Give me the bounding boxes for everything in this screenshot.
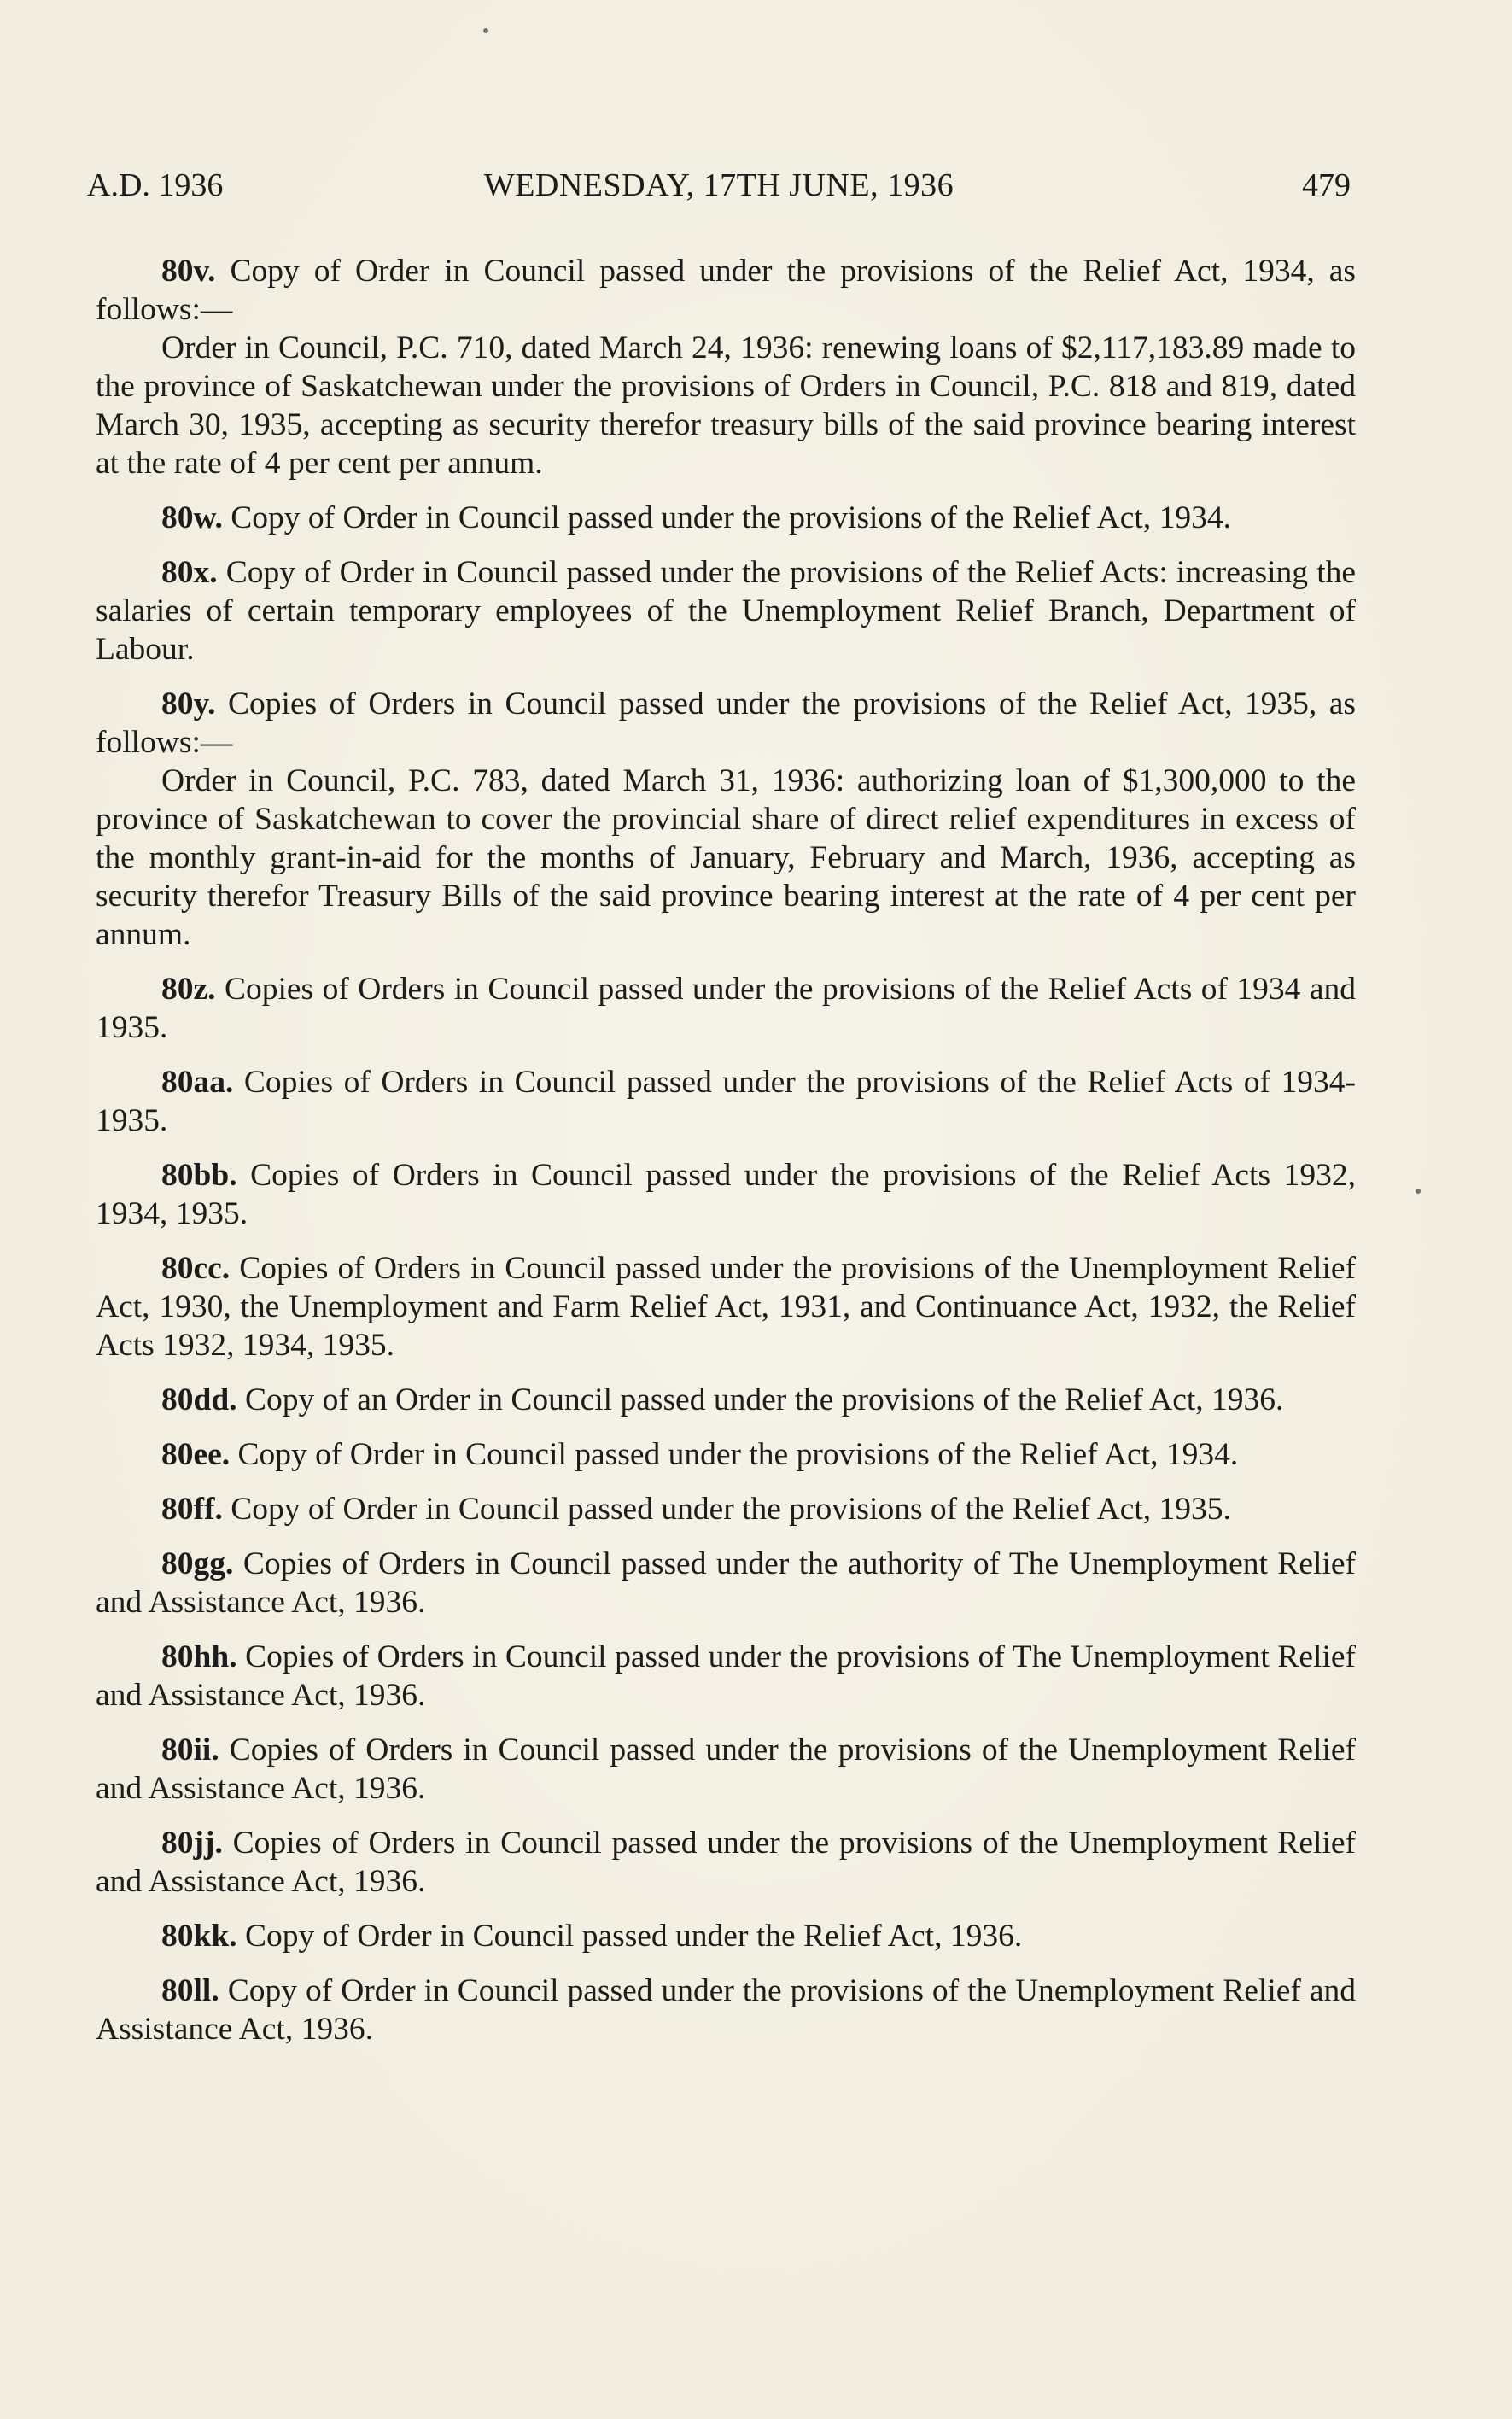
entry-text: Copies of Orders in Council passed under the provisions of the Unemployment Relief Act, 1930, the Unemployment and Farm Relief Act, 1931, and Continuance Act, 1932, the Relief Acts 1932, 1934, 1935.: [96, 1251, 1356, 1363]
entry-number: 80cc.: [161, 1251, 231, 1286]
entry-detail: Order in Council, P.C. 783, dated March 31, 1936: authorizing loan of $1,300,000 to the province of Saskatchewan to cover the provincial share of direct relief expenditures in excess of the monthly grant-in-aid for the months of January, February and March, 1936, accepting as security therefor Treasury Bills of the said province bearing interest at the rate of 4 per cent per annum.: [96, 763, 1356, 952]
entry-text: Copies of Orders in Council passed under the provisions of the Relief Act, 1935, as follows:—: [96, 687, 1356, 760]
entry-80ee: [96, 1435, 1356, 1474]
entry-80bb: [96, 1156, 1356, 1233]
entry-number: 80v.: [161, 254, 216, 289]
ink-speck: [483, 28, 488, 33]
entries-list: [96, 252, 1356, 2065]
entry-text: Copy of Order in Council passed under the provisions of the Unemployment Relief and Assistance Act, 1936.: [96, 1973, 1357, 2047]
page-number: 479: [1302, 167, 1351, 203]
entry-80ii: [96, 1731, 1356, 1808]
entry-number: 80x.: [161, 555, 218, 590]
entry-80kk: [96, 1917, 1356, 1955]
entry-number: 80w.: [161, 500, 223, 535]
entry-80gg: [96, 1545, 1356, 1621]
entry-text: Copy of Order in Council passed under the provisions of the Relief Act, 1934.: [237, 1437, 1239, 1472]
entry-text: Copy of Order in Council passed under the provisions of the Relief Act, 1934, as follows:—: [96, 254, 1356, 327]
entry-number: 80y.: [161, 687, 216, 722]
entry-80hh: [96, 1638, 1356, 1715]
header-date: WEDNESDAY, 17TH JUNE, 1936: [483, 167, 954, 203]
entry-80aa: [96, 1063, 1356, 1140]
entry-detail: Order in Council, P.C. 710, dated March 24, 1936: renewing loans of $2,117,183.89 made to the province of Saskatchewan under the provisions of Orders in Council, P.C. 818 and 819, dated March 30, 1935, accepting as security therefor treasury bills of the said province bearing interest at the rate of 4 per cent per annum.: [96, 330, 1356, 481]
entry-80x: [96, 553, 1356, 669]
entry-number: 80ee.: [161, 1437, 231, 1472]
entry-text: Copy of Order in Council passed under the Relief Act, 1936.: [244, 1919, 1023, 1954]
entry-number: 80jj.: [161, 1826, 223, 1861]
entry-text: Copies of Orders in Council passed under the provisions of the Relief Acts of 1934-1935.: [96, 1065, 1357, 1138]
entry-80ff: [96, 1490, 1356, 1528]
entry-80dd: [96, 1381, 1356, 1419]
entry-text: Copy of Order in Council passed under the provisions of the Relief Acts: increasing the salaries of certain temporary employees of the Unemployment Relief Branch, Department of Labour.: [96, 555, 1357, 667]
entry-number: 80hh.: [161, 1639, 237, 1674]
entry-text: Copies of Orders in Council passed under the provisions of the Unemployment Relief and Assistance Act, 1936.: [96, 1732, 1356, 1806]
entry-text: Copies of Orders in Council passed under the authority of The Unemployment Relief and Assistance Act, 1936.: [96, 1546, 1356, 1620]
entry-80ll: [96, 1972, 1356, 2048]
entry-80w: [96, 499, 1356, 537]
page-header: [87, 164, 1351, 207]
entry-number: 80bb.: [161, 1158, 237, 1193]
entry-80v: [96, 252, 1356, 482]
entry-number: 80dd.: [161, 1382, 237, 1417]
entry-text: Copy of Order in Council passed under the provisions of the Relief Act, 1934.: [231, 500, 1231, 535]
ink-speck: [1416, 1189, 1421, 1194]
entry-80y: [96, 685, 1356, 954]
entry-text: Copy of an Order in Council passed under the provisions of the Relief Act, 1936.: [244, 1382, 1284, 1417]
entry-number: 80aa.: [161, 1065, 234, 1100]
entry-text: Copy of Order in Council passed under the provisions of the Relief Act, 1935.: [231, 1492, 1231, 1527]
entry-text: Copies of Orders in Council passed under the provisions of The Unemployment Relief and Assistance Act, 1936.: [96, 1639, 1356, 1713]
entry-text: Copies of Orders in Council passed under the provisions of the Relief Acts of 1934 and 1935.: [96, 972, 1356, 1045]
entry-number: 80gg.: [161, 1546, 234, 1581]
entry-number: 80ii.: [161, 1732, 219, 1768]
entry-80jj: [96, 1824, 1356, 1901]
entry-text: Copies of Orders in Council passed under the provisions of the Relief Acts 1932, 1934, 1935.: [96, 1158, 1356, 1231]
entry-80cc: [96, 1249, 1356, 1364]
entry-number: 80z.: [161, 972, 216, 1007]
entry-number: 80ll.: [161, 1973, 219, 2008]
entry-number: 80ff.: [161, 1492, 223, 1527]
entry-80z: [96, 970, 1356, 1047]
entry-number: 80kk.: [161, 1919, 237, 1954]
header-year: A.D. 1936: [87, 167, 224, 203]
entry-text: Copies of Orders in Council passed under the provisions of the Unemployment Relief and Assistance Act, 1936.: [96, 1826, 1357, 1899]
